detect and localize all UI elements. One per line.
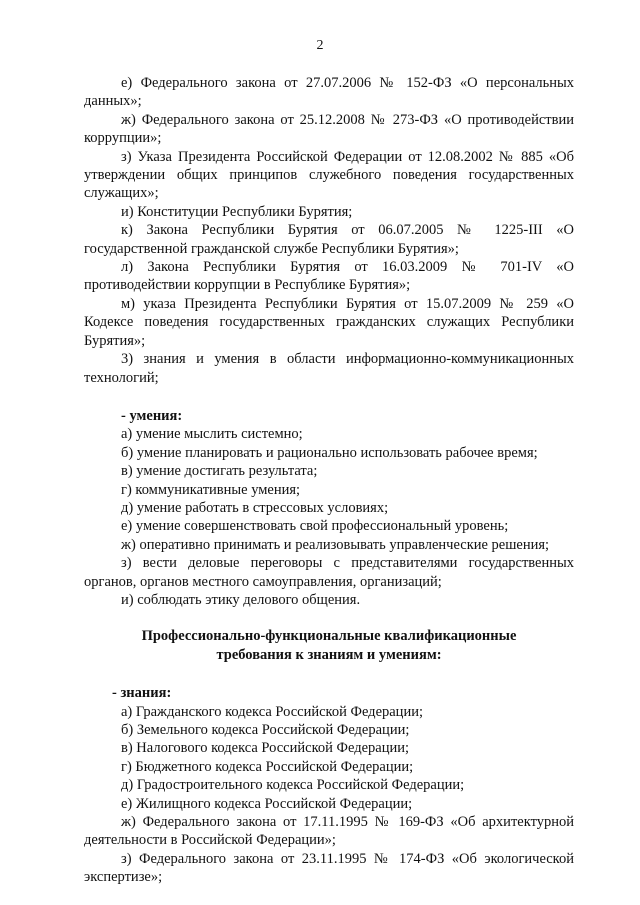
section-title: требования к знаниям и умениям:: [216, 646, 442, 663]
list-item: м) указа Президента Республики Бурятия от 15.07.2009 № 259 «О Кодексе поведения государственных гражданских служащих Республики Бурятия»;: [84, 295, 574, 349]
list-item: б) Земельного кодекса Российской Федерации;: [121, 722, 410, 738]
list-item: з) Федерального закона от 23.11.1995 № 174-ФЗ «Об экологической экспертизе»;: [84, 850, 574, 886]
list-item: 3) знания и умения в области информационно-коммуникационных технологий;: [84, 351, 574, 386]
list-item: ж) Федерального закона от 25.12.2008 № 273-ФЗ «О противодействии коррупции»;: [84, 111, 574, 147]
list-item: ж) оперативно принимать и реализовывать управленческие решения;: [121, 536, 550, 553]
list-item: к) Закона Республики Бурятия от 06.07.2005 № 1225-III «О государственной гражданской службе Республики Бурятия»;: [84, 222, 574, 257]
page-number: 2: [316, 38, 324, 53]
skills-heading: - умения:: [121, 407, 183, 424]
list-item: б) умение планировать и рационально использовать рабочее время;: [121, 444, 538, 461]
list-item: г) Бюджетного кодекса Российской Федерации;: [121, 758, 414, 775]
list-item: и) соблюдать этику делового общения.: [121, 591, 361, 608]
list-item: з) Указа Президента Российской Федерации от 12.08.2002 № 885 «Об утверждении общих принципов служебного поведения государственных служащих»;: [84, 148, 574, 202]
section-title: Профессионально-функциональные квалификационные: [141, 628, 517, 645]
list-item: е) умение совершенствовать свой профессиональный уровень;: [121, 518, 509, 535]
list-item: д) умение работать в стрессовых условиях;: [121, 499, 389, 516]
list-item: в) Налогового кодекса Российской Федерации;: [121, 740, 410, 757]
list-item: ж) Федерального закона от 17.11.1995 № 169-ФЗ «Об архитектурной деятельности в Российской Федерации»;: [84, 814, 574, 849]
list-item: а) умение мыслить системно;: [121, 426, 303, 443]
document-body: [84, 74, 574, 887]
list-item: з) вести деловые переговоры с представителями государственных органов, органов местного самоуправления, организаций;: [84, 555, 574, 590]
list-item: г) коммуникативные умения;: [121, 481, 301, 498]
list-item: л) Закона Республики Бурятия от 16.03.2009 № 701-IV «О противодействии коррупции в Республике Бурятия»;: [84, 259, 574, 294]
list-item: е) Жилищного кодекса Российской Федерации;: [121, 795, 413, 812]
list-item: и) Конституции Республики Бурятия;: [121, 203, 353, 220]
list-item: д) Градостроительного кодекса Российской Федерации;: [121, 777, 465, 794]
knowledge-heading: - знания:: [112, 685, 172, 702]
list-item: е) Федерального закона от 27.07.2006 № 152-ФЗ «О персональных данных»;: [84, 75, 574, 110]
list-item: а) Гражданского кодекса Российской Федерации;: [121, 703, 423, 720]
list-item: в) умение достигать результата;: [121, 463, 318, 480]
